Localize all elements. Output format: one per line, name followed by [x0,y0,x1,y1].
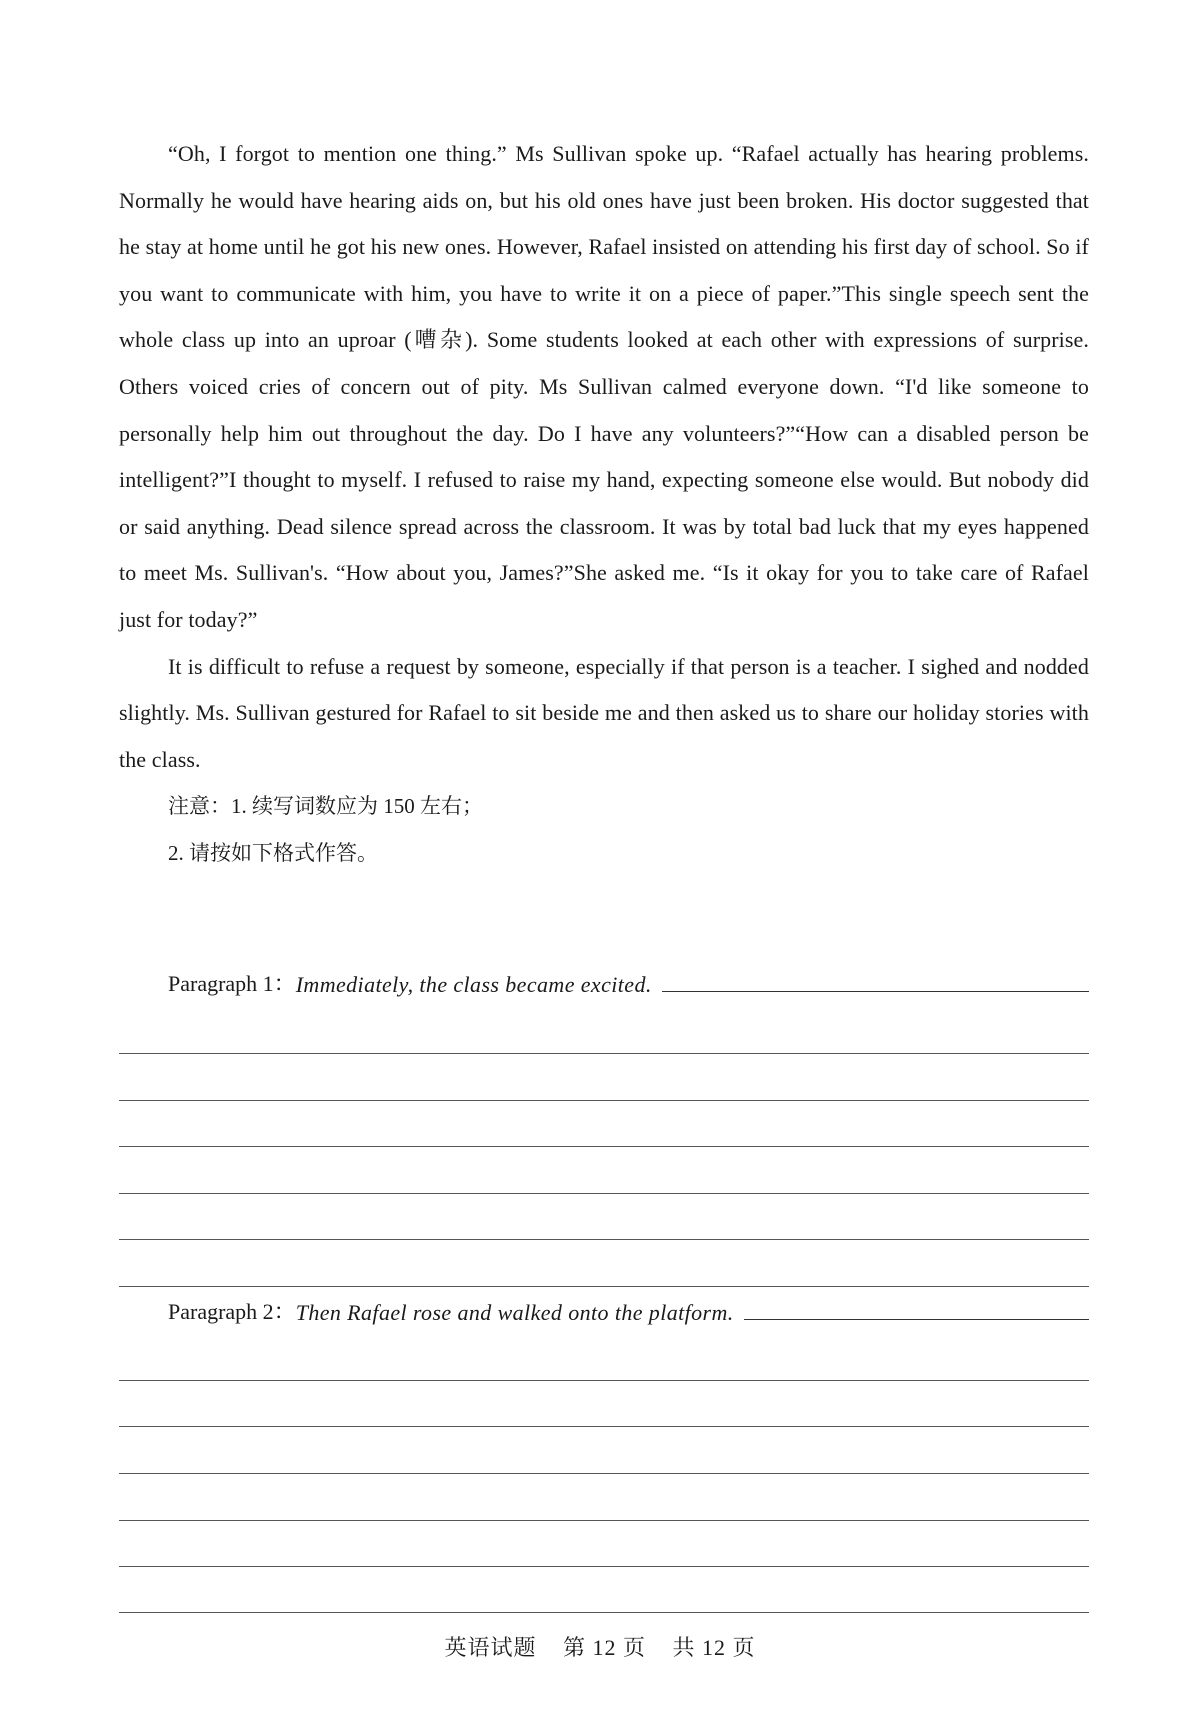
paragraph-1-label: Paragraph 1： [168,971,296,996]
passage [119,131,1089,877]
writing-line[interactable] [119,1286,1089,1287]
paragraph-2-label: Paragraph 2： [168,1299,296,1324]
writing-line[interactable] [119,1239,1089,1240]
writing-line[interactable] [119,1053,1089,1054]
writing-line[interactable] [119,1426,1089,1427]
instruction-format: 2. 请按如下格式作答。 [168,840,378,865]
passage-paragraph-1: “Oh, I forgot to mention one thing.” Ms Sullivan spoke up. “Rafael actually has hearing problems. Normally he would have hearing aids on, but his old ones have just been broken. His doctor suggested that he stay at home until he got his new ones. However, Rafael insisted on attending his first day of school. So if you want to communicate with him, you have to write it on a piece of paper.”This single speech sent the whole class up into an uproar (嘈杂). Some students looked at each other with expressions of surprise. Others voiced cries of concern out of pity. Ms Sullivan calmed everyone down. “I'd like someone to personally help him out throughout the day. Do I have any volunteers?”“How can a disabled person be intelligent?”I thought to myself. I refused to raise my hand, expecting someone else would. But nobody did or said anything. Dead silence spread across the classroom. It was by total bad luck that my eyes happened to meet Ms. Sullivan's. “How about you, James?”She asked me. “Is it okay for you to take care of Rafael just for today?” [119,141,1089,632]
paragraph-1-first-blank[interactable] [662,990,1089,992]
writing-line[interactable] [119,1100,1089,1101]
paragraph-1-prompt [168,964,1089,998]
paragraph-1-opening-sentence: Immediately, the class became excited. [295,972,652,997]
writing-line[interactable] [119,1146,1089,1147]
page-footer [0,1631,1200,1662]
instruction-word-count: 注意：1. 续写词数应为 150 左右； [168,794,483,819]
footer-total-pages: 共 12 页 [672,1635,756,1660]
paragraph-2-prompt [168,1292,1089,1326]
writing-line[interactable] [119,1520,1089,1521]
writing-line[interactable] [119,1380,1089,1381]
footer-subject: 英语试题 [444,1635,537,1660]
footer-page-number: 第 12 页 [562,1635,646,1660]
writing-line[interactable] [119,1612,1089,1613]
writing-line[interactable] [119,1193,1089,1194]
paragraph-2-first-blank[interactable] [744,1318,1089,1320]
paragraph-2-opening-sentence: Then Rafael rose and walked onto the platform. [295,1300,734,1325]
writing-line[interactable] [119,1566,1089,1567]
writing-line[interactable] [119,1473,1089,1474]
passage-paragraph-2: It is difficult to refuse a request by someone, especially if that person is a teacher. I sighed and nodded slightly. Ms. Sullivan gestured for Rafael to sit beside me and then asked us to share our holiday stories with the class. [119,653,1089,772]
